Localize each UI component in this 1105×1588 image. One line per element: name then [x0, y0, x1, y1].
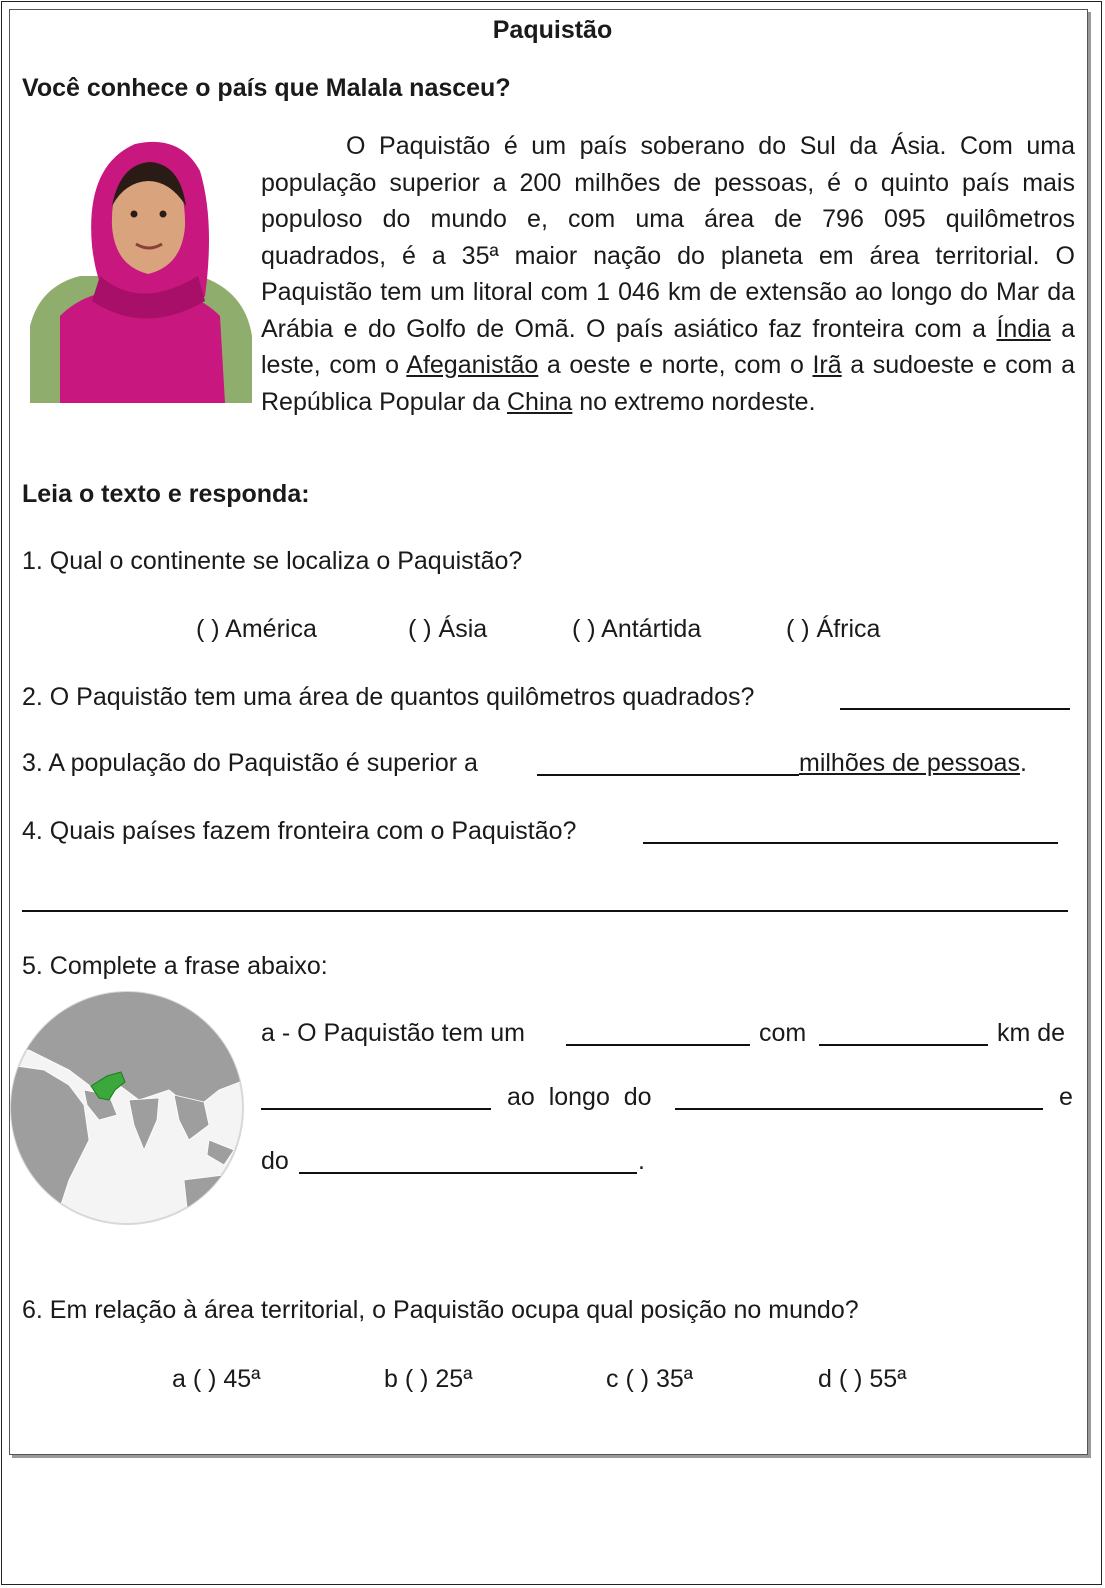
description-part-5: no extremo nordeste.	[572, 387, 816, 416]
q6-option-a[interactable]: a ( ) 45ª	[172, 1365, 261, 1393]
q5-blank-mar[interactable]	[675, 1086, 1043, 1110]
instruction: Leia o texto e responda:	[22, 480, 310, 508]
intro-question: Você conhece o país que Malala nasceu?	[22, 74, 511, 102]
q1-option-asia[interactable]: ( ) Ásia	[408, 615, 488, 643]
question-1: 1. Qual o continente se localiza o Paquistão?	[22, 547, 523, 575]
question-4: 4. Quais países fazem fronteira com o Paquistão?	[22, 817, 577, 845]
link-afeganistao: Afeganistão	[406, 351, 539, 379]
q5-km-de: km de	[997, 1019, 1066, 1047]
page-title: Paquistão	[492, 16, 613, 44]
question-2: 2. O Paquistão tem uma área de quantos quilômetros quadrados?	[22, 683, 755, 711]
q5-do: do	[261, 1147, 289, 1175]
q5-period: .	[638, 1147, 645, 1175]
q5-a-start: a - O Paquistão tem um	[261, 1019, 526, 1047]
question-6: 6. Em relação à área territorial, o Paquistão ocupa qual posição no mundo?	[22, 1296, 859, 1324]
link-india: Índia	[996, 314, 1051, 343]
q6-option-c[interactable]: c ( ) 35ª	[606, 1365, 694, 1393]
q5-blank-litoral[interactable]	[566, 1022, 750, 1046]
q5-e: e	[1059, 1083, 1073, 1111]
description-part-1: O Paquistão é um país soberano do Sul da Ásia. Com uma população superior a 200 milhões de pessoas, é o quinto país mais populoso do mundo e, com uma área de 796 095 quilômetros quadrados, é a 35ª maior nação do planeta em área territorial. O Paquistão tem um litoral com 1 046 km de extensão ao longo do Mar da Arábia e do Golfo de Omã. O país asiático faz fronteira com a	[261, 132, 1075, 343]
q5-blank-extensao[interactable]	[261, 1086, 491, 1110]
q4-answer-blank-1[interactable]	[643, 820, 1058, 844]
link-ira: Irã	[812, 351, 842, 379]
description-part-3: a oeste e norte, com o	[538, 351, 813, 379]
q5-blank-golfo[interactable]	[299, 1150, 637, 1174]
q5-ao-longo-do: ao longo do	[507, 1083, 652, 1111]
description-part-4: a sudoeste e com a República Popular da	[261, 351, 1075, 416]
q3-answer-blank[interactable]	[537, 752, 799, 776]
q1-option-america[interactable]: ( ) América	[196, 615, 317, 643]
malala-portrait-image	[30, 126, 252, 403]
description-part-2: a leste, com o	[261, 314, 1075, 379]
question-5: 5. Complete a frase abaixo:	[22, 952, 328, 980]
question-3: 3. A população do Paquistão é superior a	[22, 749, 478, 777]
link-china: China	[507, 387, 573, 416]
q3-suffix: milhões de pessoas	[799, 749, 1020, 777]
q6-option-b[interactable]: b ( ) 25ª	[384, 1365, 473, 1393]
q5-blank-km[interactable]	[819, 1022, 988, 1046]
q5-com: com	[759, 1019, 807, 1047]
q6-option-d[interactable]: d ( ) 55ª	[818, 1365, 907, 1393]
q3-period: .	[1019, 749, 1027, 777]
country-description	[261, 128, 1075, 420]
q4-answer-blank-2[interactable]	[22, 890, 1068, 912]
q2-answer-blank[interactable]	[840, 686, 1070, 710]
globe-map-image	[9, 990, 245, 1226]
q1-option-africa[interactable]: ( ) África	[786, 615, 881, 643]
q1-option-antartida[interactable]: ( ) Antártida	[572, 615, 702, 643]
